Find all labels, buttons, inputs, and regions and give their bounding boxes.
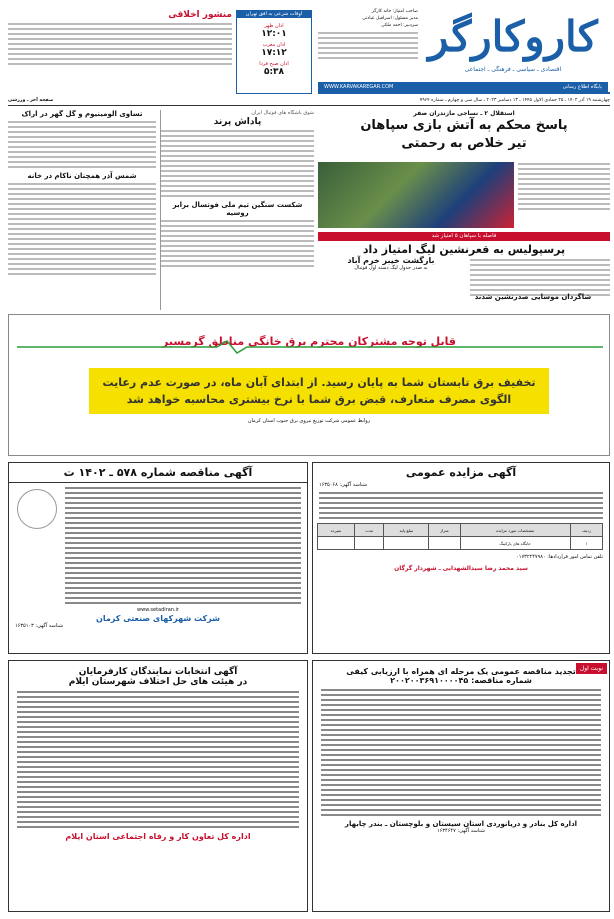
auction-signature: سید محمد رضا سیدالشهدایی ـ شهردار گرگان [394,565,528,572]
masthead-info [318,8,418,80]
ports-round-tag: نوبت اول [576,663,607,674]
prayer-item [241,23,307,39]
emblem-icon [17,489,57,529]
masthead-subtitle: اقتصادی ـ سیاسی ـ فرهنگی ـ اجتماعی [464,66,562,73]
website-link[interactable]: WWW.KARVAKAREGAR.COM [324,84,394,90]
tender-title: آگهی مناقصه شماره ۵۷۸ ـ ۱۴۰۲ ت [9,463,307,483]
auction-table-header: ردیف [570,524,602,537]
lead-kicker: استقلال ۲ ـ نساجی مازندران صفر [413,110,515,117]
auction-notice: شناسه آگهی: ۱۶۳۵۰۶۸ [319,482,368,488]
director: مدیر مسئول: اسرافیل عبادتی [362,16,418,21]
ports-number: شماره مناقصه: ۲۰۰۲۰۰۳۶۹۱۰۰۰۰۴۵ [390,676,532,685]
auction-table-header: مشخصات مورد مزایده [460,524,570,537]
prayer-item-label: اذان ظهر [264,23,284,29]
power-ad-title: قابل توجه مشترکان محترم برق خانگی مناطق گرمسیر [162,335,456,348]
prayer-item-value: ۱۲:۰۱ [261,29,287,39]
ports-org: اداره کل بنادر و دریانوردی استان سیستان و بلوچستان ـ بندر چابهار [344,820,578,828]
lead-headline: پاسخ محکم به آتش بازی سپاهان [360,118,568,133]
tender-ad [8,462,308,654]
election-org: اداره کل تعاون کار و رفاه اجتماعی استان ایلام [65,832,251,841]
sport-side-column [160,110,314,310]
election-ad [8,660,308,912]
side2-title: شکست سنگین تیم ملی فوتسال برابر روسیه [172,201,303,217]
auction-table-header: سپرده [318,524,355,537]
prayer-item-label: اذان صبح فردا [259,61,289,67]
lead-headline-2: تیر خلاص به رحمتی [401,136,527,151]
sport-left-column [8,110,156,310]
ports-ad [312,660,610,912]
masthead-logo [418,8,608,80]
ports-title: تجدید مناقصه عمومی یک مرحله ای همراه با ارزیابی کیفی [346,667,576,676]
founder: صاحب امتیاز: خانه کارگر [371,9,418,14]
auction-table-header: مبلغ پایه [384,524,429,537]
side4-title: شمس آذر همچنان ناکام در خانه [27,172,137,180]
shahrdari-story [456,293,610,311]
prayer-item-value: ۵:۳۸ [263,67,285,77]
auction-phone: تلفن تماس امور قراردادها: ۰۱۷۳۲۲۴۷۹۸۰ [516,554,603,560]
sport-band: فاصله با سپاهان ۵ امتیاز شد [318,232,610,241]
prayer-item [241,61,307,77]
power-ad [8,314,610,456]
kheybar-sub: به صدر جدول لیگ دسته اول فوتبال [354,265,428,271]
website-bar [318,82,608,92]
side1-title: پاداش پرند [213,117,262,127]
auction-title: آگهی مزایده عمومی [405,466,517,479]
auction-table-header: مدت [354,524,384,537]
prayer-title: اوقات شرعی به افق تهران [237,11,311,18]
side3-title: تساوی آلومینیوم و گل گهر در اراک [21,110,143,118]
date-line [8,96,610,106]
election-title: آگهی انتخابات نمایندگان کارفرمایان [78,667,238,677]
election-subtitle: در هیئت های حل اختلاف شهرستان ایلام [68,677,248,687]
ethics-title: منشور اخلاقی [168,10,232,20]
date-text: چهارشنبه ۱۹ آذر ۱۴۰۲ ـ ۲۵ جمادی الاول ۱۴۴۵ ـ ۱۳ دسامبر ۲۰۲۳ ـ سال سی و چهارم ـ شماره ۷۹۶۴ [419,98,610,103]
prayer-times-box [236,10,312,94]
match-photo [318,162,514,228]
prayer-item-value: ۱۷:۱۲ [261,48,287,58]
logo-text: کاروکارگر [428,12,598,61]
lead-text [518,160,610,226]
masthead [318,8,610,94]
page-label: صفحه آخر ـ ورزشی [8,98,54,103]
site-label: پایگاه اطلاع رسانی [562,84,602,90]
persepolis-title: پرسپولیس به قعرنشین لیگ امتیاز داد [362,243,566,256]
editor: سردبیر: احمد ملکی [381,23,418,28]
kheybar-title: بازگشت خیبر خرم آباد [347,256,435,265]
power-ad-text: تخفیف برق تابستان شما به پایان رسید. از ابتدای آبان ماه، در صورت عدم رعایت الگوی مصرف متعارف، قبض برق شما با نرخ بیشتری محاسبه خواهد شد [89,368,549,414]
prayer-item-label: اذان مغرب [262,42,286,48]
shahrdari-title: شاگردان موسایی صدرنشین شدند [474,293,592,301]
auction-row1: جایگاه های پارکینگ [460,537,570,550]
side1-kicker: شوق باشگاه های فوتبال ایران [251,110,314,116]
ethics-charter [8,10,232,94]
tender-notice-number: شناسه آگهی: ۱۶۳۵۱۰۳ [15,623,64,629]
tender-website[interactable]: www.setadiran.ir [137,607,179,613]
tender-company: شرکت شهرکهای صنعتی کرمان [96,614,220,623]
prayer-item [241,42,307,58]
auction-table-header: متراژ [429,524,460,537]
auction-table: ردیف مشخصات مورد مزایده متراژ مبلغ پایه مدت سپرده ۱ جایگاه های پارکینگ [317,523,603,550]
ports-notice: شناسه آگهی: ۱۶۳۴۶۴۷ [436,828,485,834]
power-ad-footer: روابط عمومی شرکت توزیع نیروی برق جنوب استان کرمان [247,418,371,424]
power-wave-graphic [17,339,603,355]
sport-lead [318,110,610,230]
auction-ad [312,462,610,654]
